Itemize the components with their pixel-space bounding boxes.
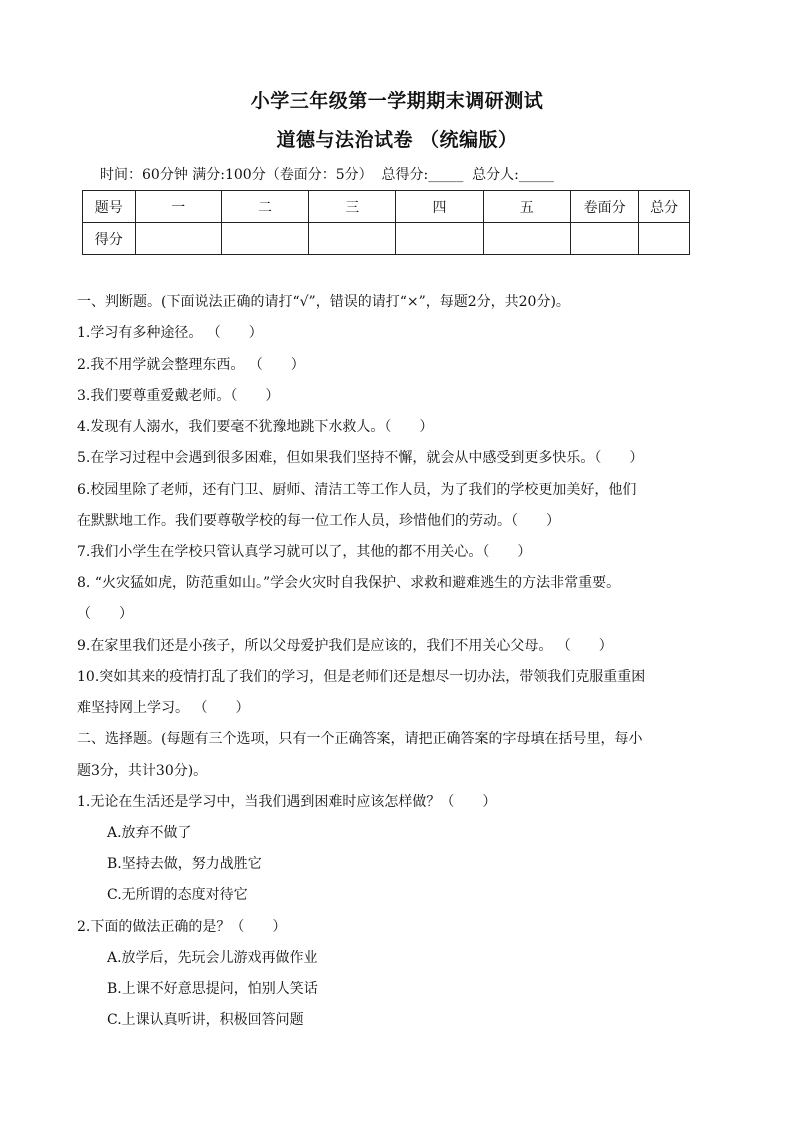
judgment-question: 7.我们小学生在学校只管认真学习就可以了，其他的都不用关心。（ ） <box>77 544 532 560</box>
score-header-cell: 题号 <box>83 191 136 223</box>
choice-option: C.上课认真听讲，积极回答问题 <box>107 1012 304 1028</box>
score-header-cell: 一 <box>135 191 221 223</box>
exam-meta-info: 时间：60分钟 满分:100分（卷面分：5分） 总得分:_____ 总分人:_____ <box>100 167 554 183</box>
score-cell[interactable] <box>570 223 638 255</box>
judgment-question-cont: 难坚持网上学习。 （ ） <box>77 700 250 716</box>
score-header-cell: 三 <box>309 191 396 223</box>
score-cell[interactable] <box>135 223 221 255</box>
section2-heading-cont: 题3分，共计30分)。 <box>77 763 208 779</box>
score-header-cell: 五 <box>483 191 570 223</box>
section1-heading: 一、判断题。(下面说法正确的请打“√”，错误的请打“×”，每题2分，共20分)。 <box>77 294 570 310</box>
judgment-question: 2.我不用学就会整理东西。 （ ） <box>77 357 305 373</box>
score-cell[interactable] <box>221 223 308 255</box>
score-cell[interactable] <box>309 223 396 255</box>
score-header-cell: 卷面分 <box>570 191 638 223</box>
score-cell[interactable] <box>396 223 483 255</box>
judgment-question-cont: 在默默地工作。我们要尊敬学校的每一位工作人员，珍惜他们的劳动。（ ） <box>77 513 560 529</box>
judgment-question: 8. “火灾猛如虎，防范重如山。”学会火灾时自我保护、求救和避难逃生的方法非常重要。 <box>77 575 621 591</box>
score-header-cell: 二 <box>221 191 308 223</box>
judgment-question: 3.我们要尊重爱戴老师。（ ） <box>77 388 280 404</box>
score-cell[interactable] <box>639 223 690 255</box>
score-row-label: 得分 <box>83 223 136 255</box>
score-table <box>82 190 690 255</box>
score-table-score-row <box>83 223 690 255</box>
exam-subtitle: 道德与法治试卷 （统编版） <box>276 129 518 151</box>
choice-option: C.无所谓的态度对待它 <box>107 887 248 903</box>
choice-question-stem: 2.下面的做法正确的是？（ ） <box>77 919 287 935</box>
score-cell[interactable] <box>483 223 570 255</box>
choice-option: B.上课不好意思提问，怕别人笑话 <box>107 981 318 997</box>
judgment-question: 4.发现有人溺水，我们要毫不犹豫地跳下水救人。（ ） <box>77 419 434 435</box>
judgment-question: 9.在家里我们还是小孩子，所以父母爱护我们是应该的，我们不用关心父母。 （ ） <box>77 638 613 654</box>
judgment-question-cont: （ ） <box>77 606 133 622</box>
score-table-header-row <box>83 191 690 223</box>
exam-title: 小学三年级第一学期期末调研测试 <box>250 90 544 112</box>
judgment-question: 6.校园里除了老师，还有门卫、厨师、清洁工等工作人员，为了我们的学校更加美好，他们 <box>77 482 637 498</box>
score-header-cell: 四 <box>396 191 483 223</box>
choice-option: A.放弃不做了 <box>107 825 192 841</box>
choice-question-stem: 1.无论在生活还是学习中，当我们遇到困难时应该怎样做？（ ） <box>77 794 497 810</box>
choice-option: B.坚持去做，努力战胜它 <box>107 856 262 872</box>
score-header-cell: 总分 <box>639 191 690 223</box>
judgment-question: 5.在学习过程中会遇到很多困难，但如果我们坚持不懈，就会从中感受到更多快乐。（ ） <box>77 450 644 466</box>
judgment-question: 10.突如其来的疫情打乱了我们的学习，但是老师们还是想尽一切办法，带领我们克服重重困 <box>77 669 646 685</box>
judgment-question: 1.学习有多种途径。 （ ） <box>77 325 263 341</box>
choice-option: A.放学后，先玩会儿游戏再做作业 <box>107 950 318 966</box>
section2-heading: 二、选择题。(每题有三个选项，只有一个正确答案，请把正确答案的字母填在括号里，每小 <box>77 731 643 747</box>
